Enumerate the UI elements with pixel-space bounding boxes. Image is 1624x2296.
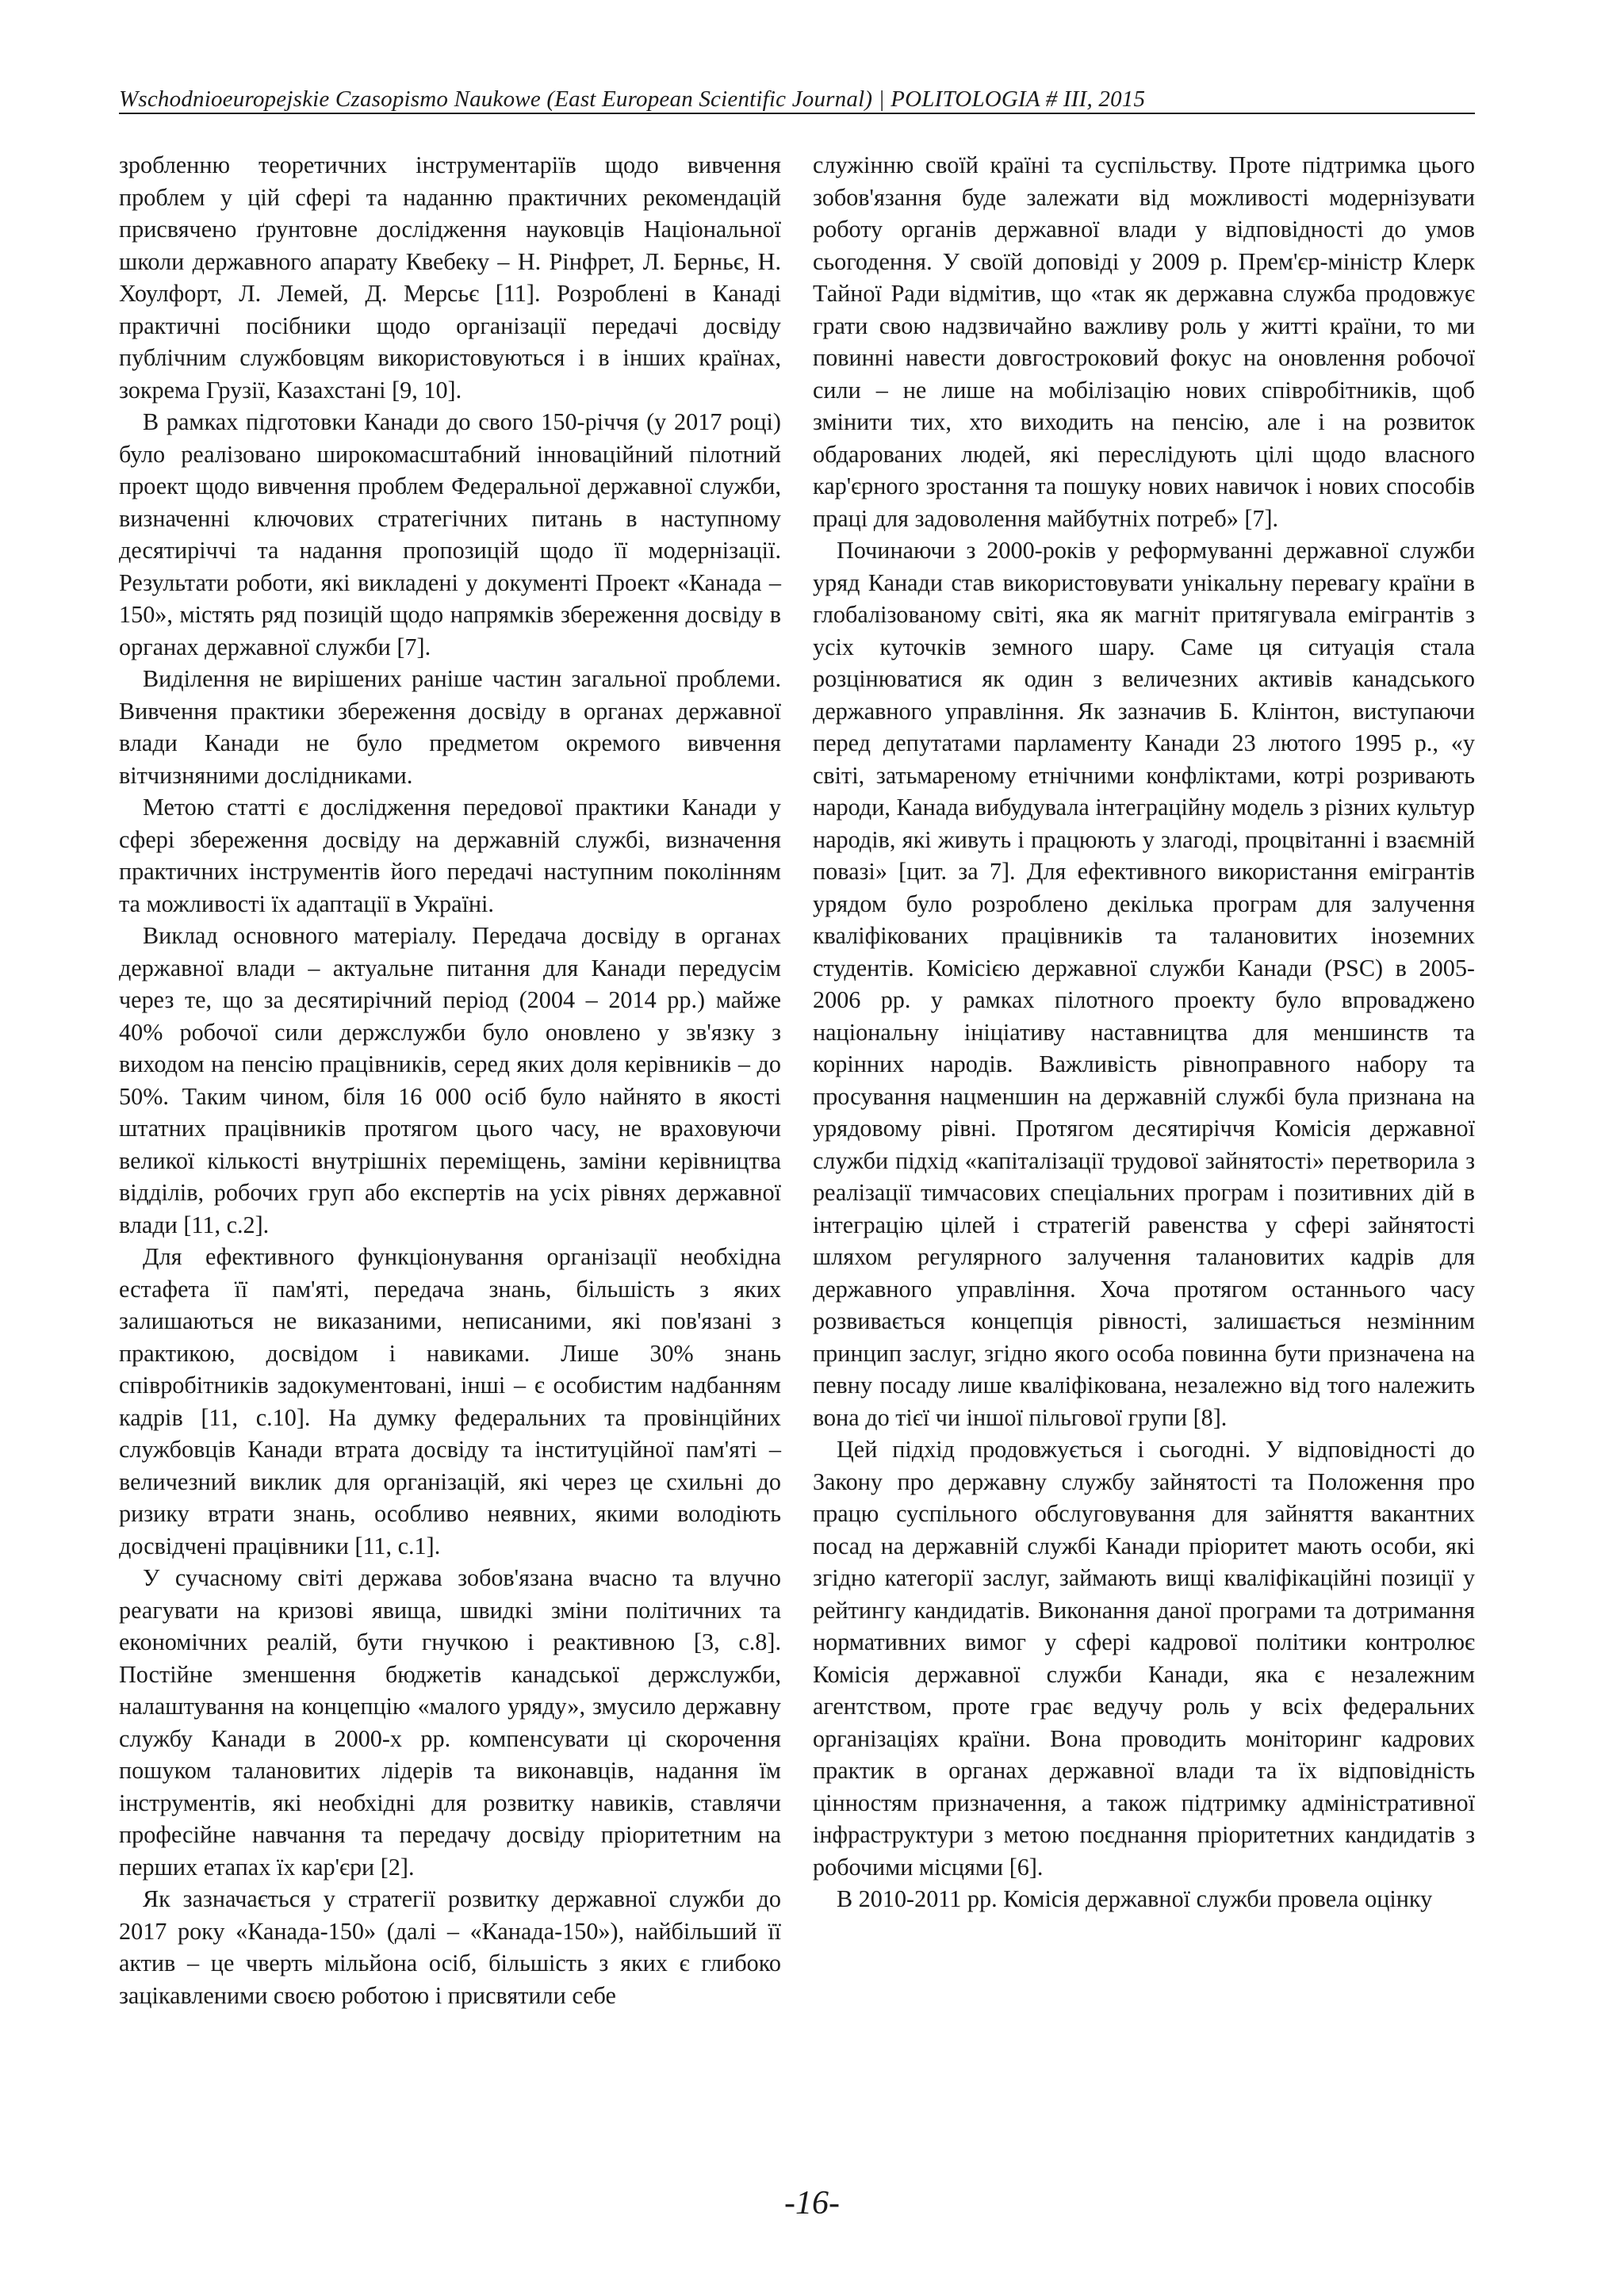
paragraph: Цей підхід продовжується і сьогодні. У відповідності до Закону про державну службу зайнятості та Положення про працю суспільного обслуговування для зайняття вакантних посад на державній службі Канади пріоритет мають особи, які згідно категорії заслуг, займають вищі кваліфікаційні позиції у рейтингу кандидатів. Виконання даної програми та дотримання нормативних вимог у сфері кадрової політики контролює Комісія державної служби Канади, яка є незалежним агентством, проте грає ведучу роль у всіх федеральних організаціях країни. Вона проводить моніторинг кадрових практик в органах державної влади та їх відповідність цінностям призначення, а також підтримку адміністративної інфраструктури з метою поєднання пріоритетних кандидатів з робочими місцями [6].	[813, 1436, 1475, 1881]
paragraph: Як зазначається у стратегії розвитку державної служби до 2017 року «Канада-150» (далі – «Канада-150»), найбільший її актив – це чверть мільйона осіб, більшість з яких є глибоко зацікавленими своєю роботою і присвятили себе	[119, 1885, 781, 2009]
left-column	[119, 149, 781, 2011]
right-column	[813, 149, 1475, 1915]
header-rule	[119, 113, 1475, 114]
paragraph: В 2010-2011 рр. Комісія державної служби провела оцінку	[837, 1885, 1433, 1912]
paragraph: В рамках підготовки Канади до свого 150-річчя (у 2017 році) було реалізовано широкомасштабний інноваційний пілотний проект щодо вивчення проблем Федеральної державної служби, визначенні ключових стратегічних питань в наступному десятиріччі та надання пропозицій щодо її модернізації. Результати роботи, які викладені у документі Проект «Канада – 150», містять ряд позицій щодо напрямків збереження досвіду в органах державної служби [7].	[119, 408, 781, 660]
paragraph: Метою статті є дослідження передової практики Канади у сфері збереження досвіду на державній службі, визначення практичних інструментів його передачі наступним поколінням та можливості їх адаптації в Україні.	[119, 794, 781, 917]
paragraph: зробленню теоретичних інструментаріїв щодо вивчення проблем у цій сфері та наданню практичних рекомендацій присвячено ґрунтовне дослідження науковців Національної школи державного апарату Квебеку – Н. Рінфрет, Л. Берньє, Н. Хоулфорт, Л. Лемей, Д. Мерсьє [11]. Розроблені в Канаді практичні посібники щодо організації передачі досвіду публічним службовцям використовуються і в інших країнах, зокрема Грузії, Казахстані [9, 10].	[119, 151, 781, 404]
paragraph: служінню своїй країні та суспільству. Проте підтримка цього зобов'язання буде залежати від можливості модернізувати роботу органів державної влади у відповідності до умов сьогодення. У своїй доповіді у 2009 р. Прем'єр-міністр Клерк Тайної Ради відмітив, що «так як державна служба продовжує грати свою надзвичайно важливу роль у житті країни, то ми повинні навести довгостроковий фокус на оновлення робочої сили – не лише на мобілізацію нових співробітників, щоб змінити тих, хто виходить на пенсію, але і на розвиток обдарованих людей, які переслідують цілі щодо власного кар'єрного зростання та пошуку нових навичок і нових способів праці для задоволення майбутніх потреб» [7].	[813, 151, 1475, 532]
page-number: -16-	[784, 2185, 840, 2221]
paragraph: Виділення не вирішених раніше частин загальної проблеми. Вивчення практики збереження досвіду в органах державної влади Канади не було предметом окремого вивчення вітчизняними дослідниками.	[119, 665, 781, 789]
journal-header: Wschodnioeuropejskie Czasopismo Naukowe (East European Scientific Journal) | POLITOLOGIA # III, 2015	[119, 86, 1146, 112]
paragraph: Для ефективного функціонування організації необхідна естафета її пам'яті, передача знань, більшість з яких залишаються не виказаними, неписаними, які пов'язані з практикою, досвідом і навиками. Лише 30% знань співробітників задокументовані, інші – є особистим надбанням кадрів [11, с.10]. На думку федеральних та провінційних службовців Канади втрата досвіду та інституційної пам'яті – величезний виклик для організацій, які через це схильні до ризику втрати знань, особливо неявних, якими володіють досвідчені працівники [11, с.1].	[119, 1243, 781, 1559]
paragraph: У сучасному світі держава зобов'язана вчасно та влучно реагувати на кризові явища, швидкі зміни політичних та економічних реалій, бути гнучкою і реактивною [3, с.8]. Постійне зменшення бюджетів канадської держслужби, налаштування на концепцію «малого уряду», змусило державну службу Канади в 2000-х рр. компенсувати ці скорочення пошуком талановитих лідерів та виконавців, надання їм інструментів, які необхідні для розвитку навиків, ставлячи професійне навчання та передачу досвіду пріоритетним на перших етапах їх кар'єри [2].	[119, 1564, 781, 1881]
paragraph: Починаючи з 2000-років у реформуванні державної служби уряд Канади став використовувати унікальну перевагу країни в глобалізованому світі, яка як магніт притягувала емігрантів з усіх куточків земного шару. Саме ця ситуація стала розцінюватися як один з величезних активів канадського державного управління. Як зазначив Б. Клінтон, виступаючи перед депутатами парламенту Канади 23 лютого 1995 р., «у світі, затьмареному етнічними конфліктами, котрі розривають народи, Канада вибудувала інтеграційну модель з різних культур народів, які живуть і працюють у злагоді, процвітанні і взаємній повазі» [цит. за 7]. Для ефективного використання емігрантів урядом було розроблено декілька програм для залучення кваліфікованих працівників та талановитих іноземних студентів. Комісією державної служби Канади (PSC) в 2005-2006 рр. у рамках пілотного проекту було впроваджено національну ініціативу наставництва для меншинств та корінних народів. Важливість рівноправного набору та просування нацменшин на державній службі була признана на урядовому рівні. Протягом десятиріччя Комісія державної служби підхід «капіталізації трудової зайнятості» перетворила з реалізації тимчасових спеціальних програм і позитивних дій в інтеграцію цілей і стратегій равенства у сфері зайнятості шляхом регулярного залучення талановитих кадрів для державного управління. Хоча протягом останнього часу розвивається концепція рівності, залишається незмінним принцип заслуг, згідно якого особа повинна бути призначена на певну посаду лише кваліфікована, незалежно від того належить вона до тієї чи іншої пільгової групи [8].	[813, 537, 1475, 1431]
paragraph: Виклад основного матеріалу. Передача досвіду в органах державної влади – актуальне питання для Канади передусім через те, що за десятирічний період (2004 – 2014 рр.) майже 40% робочої сили держслужби було оновлено у зв'язку з виходом на пенсію працівників, серед яких доля керівників – до 50%. Таким чином, біля 16 000 осіб було найнято в якості штатних працівників протягом цього часу, не враховуючи великої кількості внутрішніх переміщень, заміни керівництва відділів, робочих груп або експертів на усіх рівнях державної влади [11, с.2].	[119, 922, 781, 1238]
